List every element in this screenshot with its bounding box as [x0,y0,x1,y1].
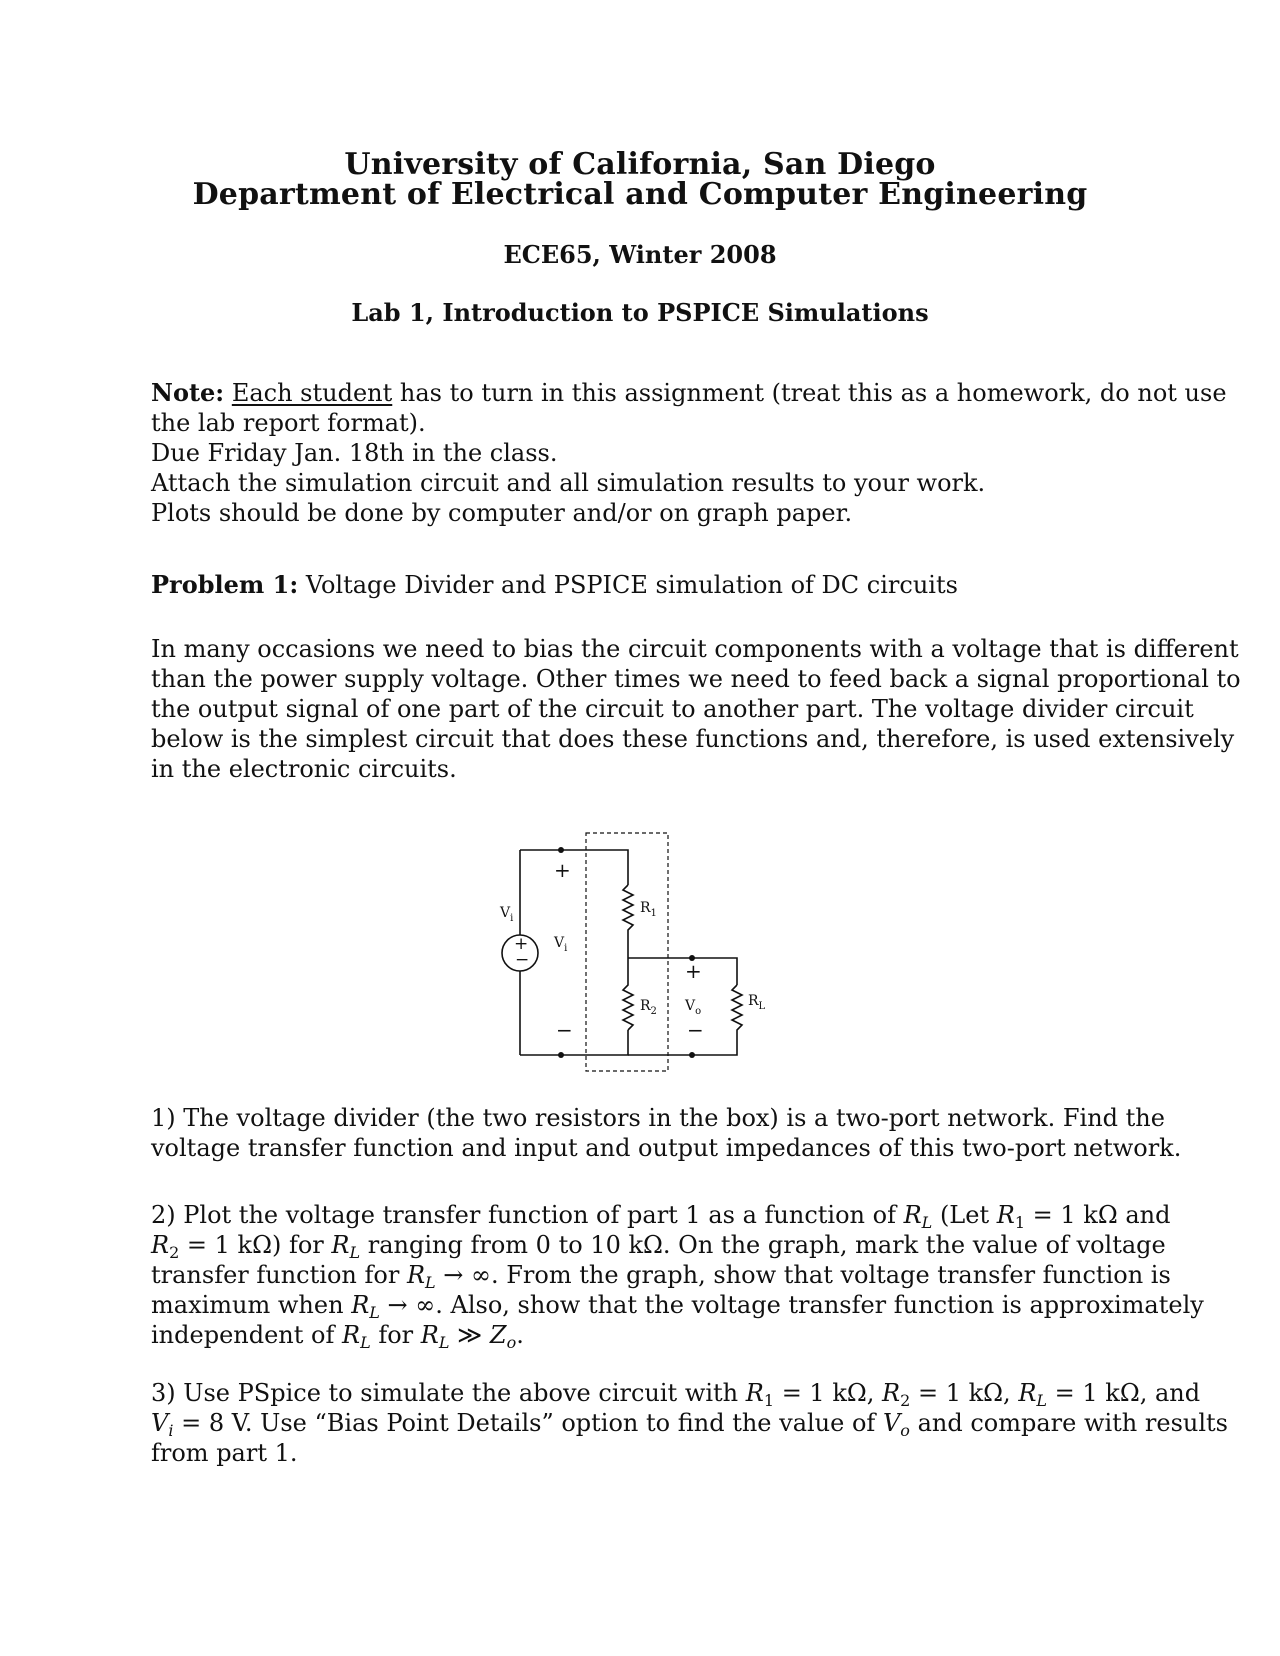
note-label: Note: [151,378,225,407]
q2-line-4: maximum when $R_L$ → ∞. Also, show that the voltage transfer function is approximately [151,1291,1204,1322]
question-1 [151,1103,1182,1163]
note-block [151,378,1227,528]
intro-line: below is the simplest circuit that does these functions and, therefore, is used extensively [151,725,1235,753]
note-emphasis: Each student [231,379,393,407]
two-port-box [586,833,668,1071]
top-rail [520,850,628,885]
note-line-3: Due Friday Jan. 18th in the class. [151,439,558,467]
output-voltage-label: $V_o$ [685,998,702,1017]
q3-line-3: from part 1. [151,1439,298,1467]
intro-paragraph [151,634,1241,784]
question-2 [151,1200,1204,1352]
input-voltage-label: $V_i$ [554,935,568,954]
problem-heading [151,570,1127,600]
lab-title: Lab 1, Introduction to PSPICE Simulations [351,298,929,327]
department-title: Department of Electrical and Computer Engineering [192,177,1088,212]
output-minus: − [687,1018,704,1042]
input-terminal-bottom [558,1052,564,1058]
note-line-1 [151,378,1227,408]
q1-line: voltage transfer function and input and output impedances of this two-port network. [151,1134,1182,1162]
input-terminal-top [558,847,564,853]
intro-line: the output signal of one part of the circuit to another part. The voltage divider circuit [151,695,1194,723]
note-line-4: Attach the simulation circuit and all simulation results to your work. [151,469,986,497]
load-label: $R_L$ [748,993,766,1012]
q2-line-5: independent of $R_L$ for $R_L$ ≫ $Z_o$. [151,1321,524,1352]
intro-line: than the power supply voltage. Other times we need to feed back a signal proportional to [151,665,1241,693]
course-title: ECE65, Winter 2008 [503,240,777,269]
r1-label: $R_1$ [640,900,657,919]
q1-line: 1) The voltage divider (the two resistors in the box) is a two-port network. Find the [151,1104,1165,1132]
note-line-1-rest: has to turn in this assignment (treat this as a homework, do not use [399,379,1227,407]
output-plus: + [685,959,702,983]
output-terminal-bottom [689,1052,695,1058]
r1-resistor-icon [623,885,633,958]
q3-line-2: $V_i = 8$ V. Use “Bias Point Details” option to find the value of $V_o$ and compare with results [151,1409,1228,1440]
load-resistor-icon [628,985,742,1055]
input-plus: + [554,858,571,882]
source-label: $V_i$ [500,905,514,924]
note-line-5: Plots should be done by computer and/or on graph paper. [151,499,853,527]
problem-label: Problem 1: [151,570,299,599]
problem-title: Voltage Divider and PSPICE simulation of DC circuits [305,571,958,599]
q2-line-1: 2) Plot the voltage transfer function of part 1 as a function of $R_L$ (Let $R_1 = 1$ kΩ and [151,1201,1171,1232]
university-title: University of California, San Diego [344,147,936,182]
input-minus: − [556,1018,573,1042]
voltage-divider-circuit [480,825,780,1095]
note-line-2: the lab report format). [151,409,426,437]
intro-line: In many occasions we need to bias the circuit components with a voltage that is different [151,635,1239,663]
source-plus: + [514,934,529,954]
intro-line: in the electronic circuits. [151,755,457,783]
r2-resistor-icon [623,958,633,1030]
question-3 [151,1378,1228,1468]
r2-label: $R_2$ [640,998,657,1017]
q3-line-1: 3) Use PSpice to simulate the above circuit with $R_1 = 1$ kΩ, $R_2 = 1$ kΩ, $R_L = 1$ kΩ, and [151,1379,1201,1410]
output-rail [628,958,737,985]
source-minus: − [515,950,530,970]
bottom-rail [520,1030,628,1055]
q2-line-3: transfer function for $R_L$ → ∞. From the graph, show that voltage transfer function is [151,1261,1171,1292]
q2-line-2: $R_2 = 1$ kΩ) for $R_L$ ranging from 0 to 10 kΩ. On the graph, mark the value of voltage [151,1231,1166,1262]
